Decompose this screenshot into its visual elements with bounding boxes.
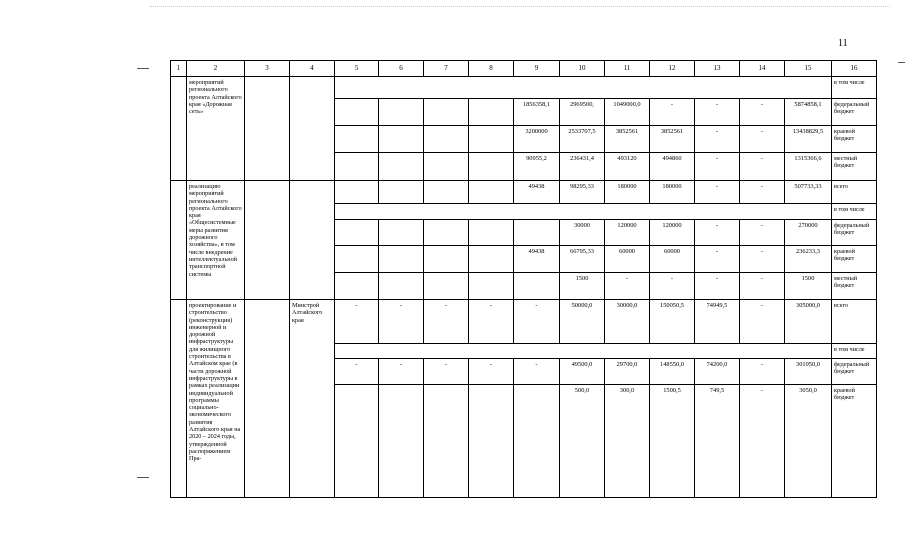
col-header: 12 — [650, 61, 695, 77]
col-header: 7 — [424, 61, 469, 77]
col-header: 9 — [514, 61, 560, 77]
col-header: 10 — [560, 61, 605, 77]
col-header: 2 — [187, 61, 245, 77]
scan-artifact — [150, 6, 890, 9]
table-row — [171, 77, 877, 99]
table-row: 1856358,1 2969500, 1049000,0 - - - 5874858,1 федеральный бюджет — [171, 99, 877, 126]
table-row: проектирование и строительство (реконструкция) инженерной и дорожной инфраструктуры для жилищного строительства в Алтайском крае (в части дорожной инфраструктуры в рамках реализации индивидуальной программы социально-экономического развития Алтайского края на 2020 – 2024 годы, утвержденной распоряжением Пра- Минстрой Алтайского края - - - - - 50000,0 30000,0 150050,5 74949,5 - 305000,0 всего — [171, 300, 877, 344]
table-row: в том числе — [171, 344, 877, 359]
col-header: 15 — [785, 61, 832, 77]
col-header: 13 — [695, 61, 740, 77]
col-header: 4 — [290, 61, 335, 77]
budget-table — [170, 60, 877, 498]
executor: Минстрой Алтайского края — [290, 300, 335, 498]
header-row — [171, 61, 877, 77]
col-header: 8 — [469, 61, 514, 77]
table-row: 30000 120000 120000 - - 270000 федеральный бюджет — [171, 220, 877, 246]
source-label: в том числе — [832, 77, 877, 99]
margin-mark — [898, 62, 905, 63]
measure-description: проектирование и строительство (реконструкция) инженерной и дорожной инфраструктуры для жилищного строительства в Алтайском крае (в части дорожной инфраструктуры в рамках реализации индивидуальной программы социально-экономического развития Алтайского края на 2020 – 2024 годы, утвержденной распоряжением Пра- — [187, 300, 245, 498]
margin-mark — [137, 477, 149, 478]
table-row: 500,0 300,0 1500,5 749,5 - 3050,0 краевой бюджет — [171, 385, 877, 498]
table-row: 90955,2 236431,4 493120 494860 - - 1315366,6 местный бюджет — [171, 153, 877, 181]
col-header: 14 — [740, 61, 785, 77]
col-header: 3 — [245, 61, 290, 77]
table-row: реализацию мероприятий регионального проекта Алтайского края «Общесистемные меры развития дорожного хозяйства», в том числе внедрение интеллектуальной транспортной системы 49438 98295,33 180000 180000 - - 507733,33 всего — [171, 181, 877, 204]
col-header: 11 — [605, 61, 650, 77]
table-row: 1500 - - - - 1500 местный бюджет — [171, 273, 877, 300]
measure-description: реализацию мероприятий регионального проекта Алтайского края «Общесистемные меры развития дорожного хозяйства», в том числе внедрение интеллектуальной транспортной системы — [187, 181, 245, 300]
table-row: 49438 66795,33 60000 60000 - - 236233,3 краевой бюджет — [171, 246, 877, 273]
margin-mark — [137, 68, 149, 69]
col-header: 5 — [335, 61, 379, 77]
table-row: в том числе — [171, 204, 877, 220]
table-row: 3200000 2533707,5 3852561 3852561 - - 13438829,5 краевой бюджет — [171, 126, 877, 153]
table-row: - - - - - 49500,0 29700,0 148550,0 74200,0 - 301950,0 федеральный бюджет — [171, 359, 877, 385]
page-number: 11 — [838, 38, 848, 49]
measure-description: мероприятий регионального проекта Алтайского края «Дорожная сеть» — [187, 77, 245, 181]
col-header: 6 — [379, 61, 424, 77]
col-header: 16 — [832, 61, 877, 77]
col-header: 1 — [171, 61, 187, 77]
